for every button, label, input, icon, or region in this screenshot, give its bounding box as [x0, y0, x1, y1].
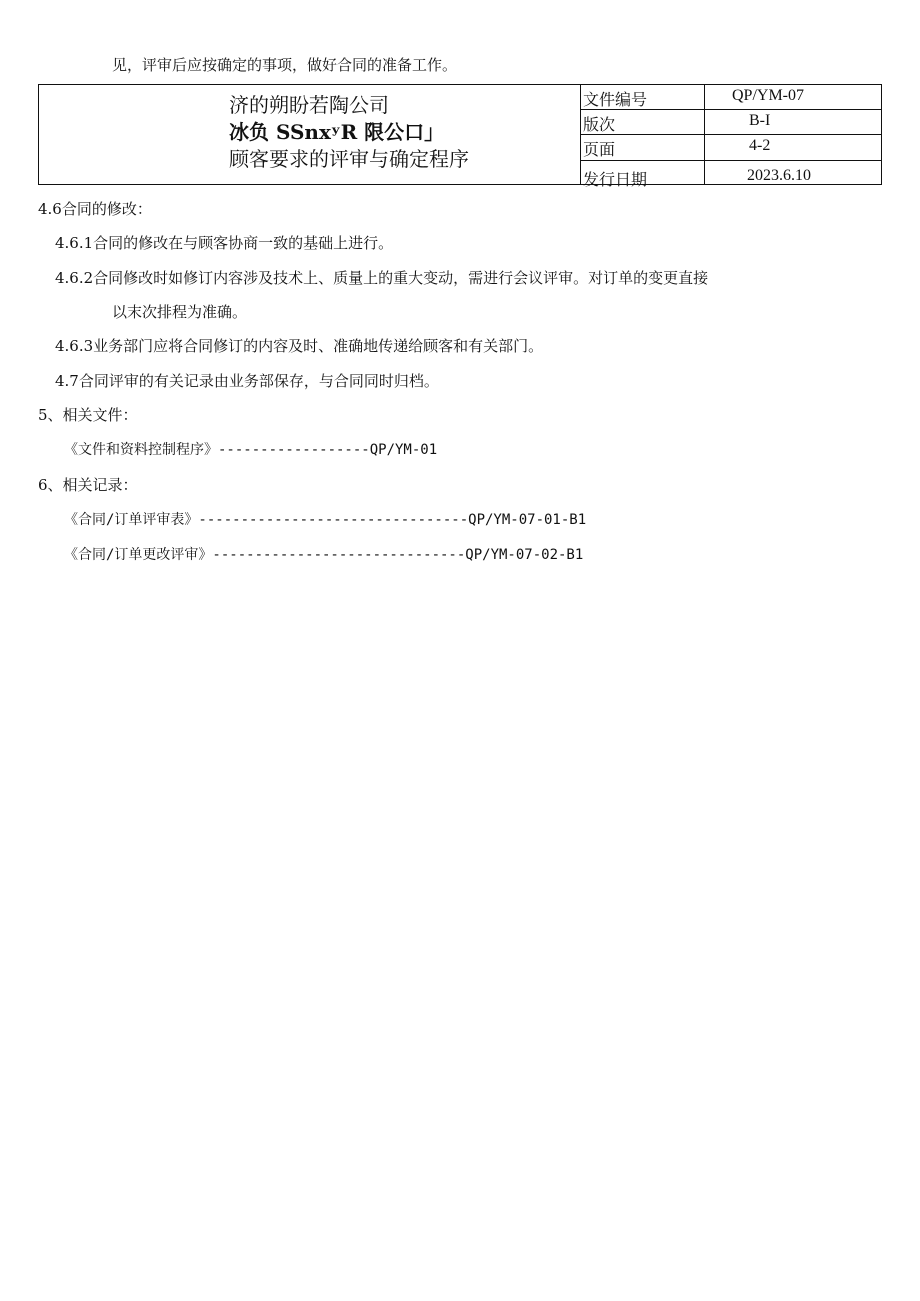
- meta-row-version: [580, 110, 881, 135]
- meta-value: QP/YM-07: [732, 87, 805, 104]
- meta-label: 发行日期: [583, 170, 648, 189]
- related-document-1: 《文件和资料控制程序》------------------QP/YM-01: [64, 442, 438, 458]
- intro-line: 见，评审后应按确定的事项，做好合同的准备工作。: [112, 56, 458, 74]
- company-name-line2: 冰负 SSnxʸR 限公口」: [229, 120, 445, 144]
- section-4-6-3: 4.6.3业务部门应将合同修订的内容及时、准确地传递给顾客和有关部门。: [55, 337, 544, 355]
- document-title: 顾客要求的评审与确定程序: [229, 147, 469, 171]
- section-4-7: 4.7合同评审的有关记录由业务部保存，与合同同时归档。: [55, 372, 439, 390]
- document-header-table: [38, 84, 882, 189]
- meta-value: 2023.6.10: [747, 167, 811, 184]
- section-6-title: 6、相关记录：: [38, 476, 138, 494]
- meta-label: 文件编号: [583, 90, 648, 109]
- section-4-6-2-line2: 以末次排程为准确。: [112, 303, 248, 321]
- meta-label: 页面: [583, 140, 616, 159]
- meta-row-page: [580, 135, 881, 161]
- company-cell: [39, 85, 581, 184]
- meta-value: 4-2: [749, 137, 771, 154]
- related-record-2: 《合同/订单更改评审》------------------------------QP/YM-07-02-B1: [64, 547, 584, 563]
- section-4-6-1: 4.6.1合同的修改在与顾客协商一致的基础上进行。: [55, 234, 394, 252]
- section-5-title: 5、相关文件：: [38, 406, 138, 424]
- related-record-1: 《合同/订单评审表》--------------------------------QP/YM-07-01-B1: [64, 512, 587, 528]
- company-name-line1: 济的朔盼若陶公司: [229, 93, 389, 117]
- meta-row-issue-date: [580, 161, 881, 189]
- meta-label: 版次: [583, 115, 616, 134]
- section-4-6-2-line1: 4.6.2合同修改时如修订内容涉及技术上、质量上的重大变动，需进行会议评审。对订单的变更直接: [55, 269, 709, 287]
- section-4-6-title: 4.6合同的修改：: [38, 200, 152, 218]
- meta-value: B-I: [749, 112, 771, 129]
- meta-row-doc-number: [580, 85, 881, 110]
